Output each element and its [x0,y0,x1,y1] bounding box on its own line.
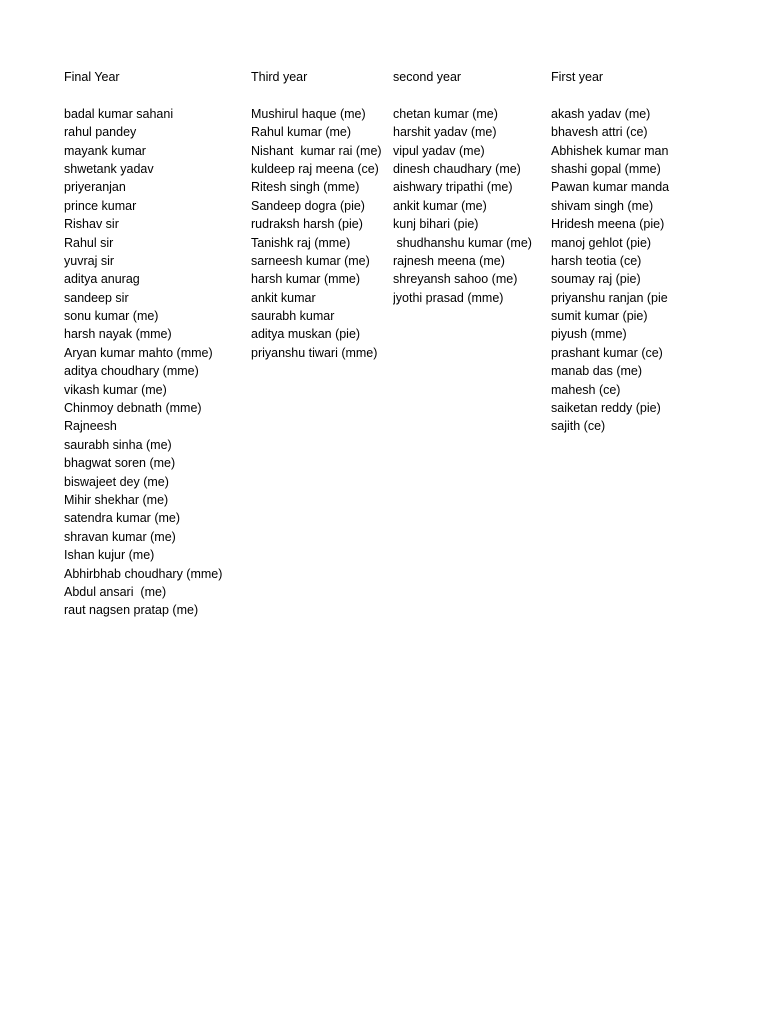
list-item: Mihir shekhar (me) [64,492,169,507]
column-first-year [551,68,671,436]
column-heading-first-year: First year [551,70,604,84]
list-item: badal kumar sahani [64,106,174,121]
list-item: soumay raj (pie) [551,272,641,287]
list-item: sumit kumar (pie) [551,309,648,324]
list-item: Chinmoy debnath (mme) [64,401,202,416]
list-item: manoj gehlot (pie) [551,235,652,250]
list-item: priyeranjan [64,180,126,195]
list-item: raut nagsen pratap (me) [64,603,199,618]
name-list-final-year [64,105,249,620]
spacer [551,86,671,104]
list-item: saurabh sinha (me) [64,437,172,452]
list-item: priyanshu tiwari (mme) [251,345,378,360]
list-item: ankit kumar [251,290,316,305]
list-item: rudraksh harsh (pie) [251,217,363,232]
list-item: sandeep sir [64,290,129,305]
list-item: sajith (ce) [551,419,606,434]
list-item: Nishant kumar rai (me) [251,143,382,158]
list-item: bhavesh attri (ce) [551,125,648,140]
list-item: Hridesh meena (pie) [551,217,665,232]
list-item: harsh nayak (mme) [64,327,172,342]
list-item: prashant kumar (ce) [551,345,663,360]
list-item: sonu kumar (me) [64,309,159,324]
list-item: kuldeep raj meena (ce) [251,161,379,176]
list-item: Ishan kujur (me) [64,548,155,563]
list-item: Abdul ansari (me) [64,584,167,599]
list-item: shivam singh (me) [551,198,654,213]
column-heading-third-year: Third year [251,70,308,84]
list-item: Rajneesh [64,419,117,434]
column-heading-final-year: Final Year [64,70,120,84]
list-item: vikash kumar (me) [64,382,167,397]
list-item: shudhanshu kumar (me) [393,235,532,250]
list-item: satendra kumar (me) [64,511,181,526]
list-item: mahesh (ce) [551,382,621,397]
list-item: kunj bihari (pie) [393,217,479,232]
list-item: Rishav sir [64,217,119,232]
list-item: aditya choudhary (mme) [64,364,199,379]
name-list-second-year [393,105,549,307]
list-item: manab das (me) [551,364,643,379]
spacer [251,86,391,104]
list-item: vipul yadav (me) [393,143,485,158]
list-item: Tanishk raj (mme) [251,235,351,250]
name-list-first-year [551,105,671,436]
list-item: ankit kumar (me) [393,198,487,213]
list-item: harsh teotia (ce) [551,253,642,268]
list-item: shreyansh sahoo (me) [393,272,518,287]
list-item: shwetank yadav [64,161,154,176]
list-item: harshit yadav (me) [393,125,497,140]
list-item: saiketan reddy (pie) [551,401,661,416]
list-item: rahul pandey [64,125,137,140]
list-item: shashi gopal (mme) [551,161,661,176]
list-item: Rahul sir [64,235,114,250]
list-item: biswajeet dey (me) [64,474,169,489]
list-item: priyanshu ranjan (pie [551,290,668,305]
list-item: Sandeep dogra (pie) [251,198,365,213]
list-item: Rahul kumar (me) [251,125,352,140]
list-item: Pawan kumar manda [551,180,670,195]
list-item: mayank kumar [64,143,146,158]
list-item: rajnesh meena (me) [393,253,505,268]
spacer [393,86,549,104]
list-item: chetan kumar (me) [393,106,498,121]
list-item: piyush (mme) [551,327,627,342]
list-item: yuvraj sir [64,253,115,268]
list-item: prince kumar [64,198,137,213]
name-list-third-year [251,105,391,362]
column-second-year [393,68,549,307]
column-heading-second-year: second year [393,70,462,84]
list-item: Aryan kumar mahto (mme) [64,345,213,360]
column-final-year [64,68,249,620]
list-item: Mushirul haque (me) [251,106,366,121]
list-item: harsh kumar (mme) [251,272,361,287]
list-item: sarneesh kumar (me) [251,253,370,268]
list-item: shravan kumar (me) [64,529,176,544]
column-third-year [251,68,391,362]
list-item: akash yadav (me) [551,106,651,121]
list-item: jyothi prasad (mme) [393,290,504,305]
list-item: aishwary tripathi (me) [393,180,513,195]
list-item: Ritesh singh (mme) [251,180,360,195]
list-item: aditya muskan (pie) [251,327,361,342]
list-item: bhagwat soren (me) [64,456,176,471]
list-item: dinesh chaudhary (me) [393,161,521,176]
list-item: saurabh kumar [251,309,335,324]
spacer [64,86,249,104]
list-item: Abhirbhab choudhary (mme) [64,566,223,581]
list-item: aditya anurag [64,272,140,287]
list-item: Abhishek kumar man [551,143,669,158]
